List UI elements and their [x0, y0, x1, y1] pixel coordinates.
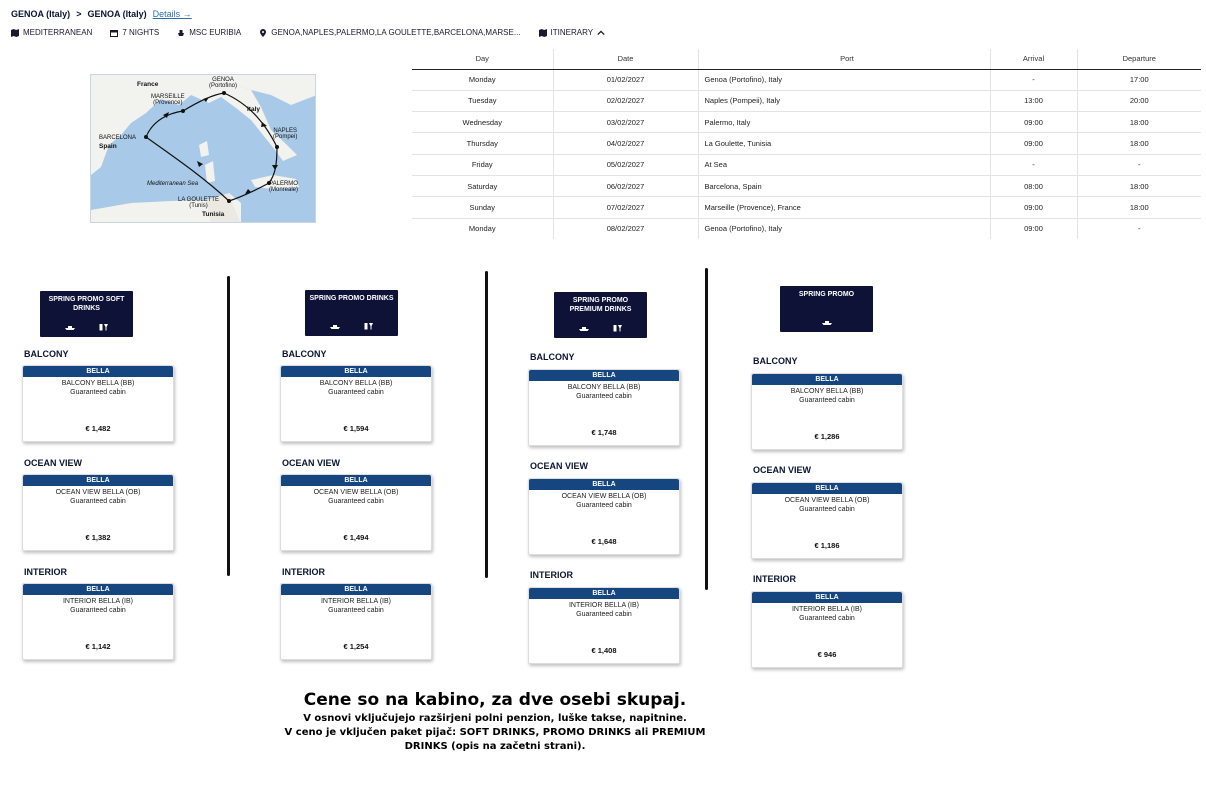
ship-icon	[579, 324, 589, 332]
itinerary-arrival: 13:00	[990, 90, 1077, 111]
itinerary-port: Genoa (Portofino), Italy	[698, 69, 990, 90]
cabin-price: € 1,382	[85, 533, 111, 542]
cabin-guarantee: Guaranteed cabin	[328, 389, 384, 396]
itinerary-day: Tuesday	[412, 90, 553, 111]
nights-meta	[110, 28, 159, 37]
package-icons	[554, 324, 647, 332]
itinerary-row	[412, 133, 1201, 154]
cabin-name: INTERIOR BELLA (IB)	[791, 606, 863, 613]
cabin-card-ocean-view[interactable]	[528, 478, 680, 555]
package-name: SPRING PROMO DRINKS	[309, 295, 394, 302]
itinerary-date: 02/02/2027	[553, 90, 698, 111]
ship-icon	[330, 322, 340, 330]
itinerary-arrival: 09:00	[990, 133, 1077, 154]
itinerary-arrival: 08:00	[990, 175, 1077, 196]
itinerary-row	[412, 154, 1201, 175]
route-header	[11, 9, 192, 19]
itinerary-date: 06/02/2027	[553, 175, 698, 196]
cabin-name: OCEAN VIEW BELLA (OB)	[561, 493, 647, 500]
cabin-experience-label: BELLA	[529, 588, 679, 599]
header-date: Date	[553, 49, 698, 69]
ports-text: GENOA,NAPLES,PALERMO,LA GOULETTE,BARCELONA,MARSE...	[271, 28, 521, 37]
cabin-name: INTERIOR BELLA (IB)	[568, 602, 640, 609]
cabin-price: € 1,186	[814, 541, 840, 550]
map-port-barcelona: BARCELONA	[99, 135, 137, 141]
cabin-guarantee: Guaranteed cabin	[799, 615, 855, 622]
itinerary-arrival: -	[990, 69, 1077, 90]
itinerary-departure: 18:00	[1077, 133, 1201, 154]
ship-text: MSC EURIBIA	[189, 28, 242, 37]
itinerary-header-row	[412, 49, 1201, 69]
cabin-card-interior[interactable]	[22, 583, 174, 660]
itinerary-port: La Goulette, Tunisia	[698, 133, 990, 154]
itinerary-port: Palermo, Italy	[698, 112, 990, 133]
cabin-guarantee: Guaranteed cabin	[70, 389, 126, 396]
cabin-card-ocean-view[interactable]	[22, 474, 174, 551]
region-text: MEDITERRANEAN	[23, 28, 93, 37]
itinerary-map	[90, 74, 316, 223]
price-note-line-3: DRINKS (opis na začetni strani).	[404, 741, 586, 752]
itinerary-day: Wednesday	[412, 112, 553, 133]
package-name: SPRING PROMO	[798, 291, 855, 298]
cabin-guarantee: Guaranteed cabin	[576, 393, 632, 400]
cabin-price: € 1,408	[591, 646, 617, 655]
map-country-tunisia: Tunisia	[202, 211, 225, 218]
package-name: SPRING PROMO SOFT DRINKS	[48, 296, 125, 312]
map-country-spain: Spain	[99, 143, 117, 150]
map-icon	[539, 29, 547, 37]
itinerary-day: Sunday	[412, 197, 553, 218]
cabin-name: BALCONY BELLA (BB)	[61, 380, 135, 387]
itinerary-row	[412, 197, 1201, 218]
itinerary-date: 04/02/2027	[553, 133, 698, 154]
cabin-price: € 1,494	[343, 533, 369, 542]
ship-icon	[822, 318, 832, 326]
cabin-card-balcony[interactable]	[528, 369, 680, 446]
category-title-balcony: BALCONY	[530, 352, 575, 362]
cabin-price: € 946	[817, 650, 837, 659]
header-port: Port	[698, 49, 990, 69]
itinerary-date: 03/02/2027	[553, 112, 698, 133]
map-country-france: France	[137, 81, 159, 88]
itinerary-date: 07/02/2027	[553, 197, 698, 218]
cabin-price: € 1,748	[591, 428, 617, 437]
itinerary-departure: -	[1077, 154, 1201, 175]
itinerary-arrival: -	[990, 154, 1077, 175]
price-note-line-2: V ceno je vključen paket pijač: SOFT DRINKS, PROMO DRINKS ali PREMIUM	[284, 727, 706, 738]
nights-text: 7 NIGHTS	[122, 28, 160, 37]
itinerary-departure: 18:00	[1077, 112, 1201, 133]
column-divider	[485, 271, 488, 578]
category-title-ocean-view: OCEAN VIEW	[753, 465, 812, 475]
ship-icon	[65, 323, 75, 331]
package-icons	[40, 323, 133, 331]
cabin-experience-label: BELLA	[23, 584, 173, 595]
drinks-icon	[613, 324, 623, 332]
category-title-ocean-view: OCEAN VIEW	[282, 458, 341, 468]
cabin-price: € 1,648	[591, 537, 617, 546]
package-icons	[780, 318, 873, 326]
price-note-headline: Cene so na kabino, za dve osebi skupaj.	[303, 690, 687, 710]
itinerary-day: Monday	[412, 218, 553, 239]
ports-meta	[259, 28, 520, 37]
category-title-ocean-view: OCEAN VIEW	[530, 461, 589, 471]
package-badge	[780, 286, 873, 332]
map-port-palermo: PALERMO (Monreale)	[269, 181, 299, 194]
cabin-price: € 1,594	[343, 424, 369, 433]
chevron-up-icon	[597, 29, 605, 37]
category-title-interior: INTERIOR	[24, 567, 68, 577]
cabin-name: BALCONY BELLA (BB)	[790, 388, 864, 395]
category-title-balcony: BALCONY	[24, 349, 69, 359]
cabin-name: OCEAN VIEW BELLA (OB)	[784, 497, 870, 504]
cabin-card-ocean-view[interactable]	[280, 474, 432, 551]
cabin-guarantee: Guaranteed cabin	[799, 506, 855, 513]
cabin-card-balcony[interactable]	[22, 365, 174, 442]
itinerary-arrival: 09:00	[990, 197, 1077, 218]
itinerary-date: 01/02/2027	[553, 69, 698, 90]
cabin-guarantee: Guaranteed cabin	[576, 611, 632, 618]
cabin-price: € 1,482	[85, 424, 111, 433]
itinerary-toggle[interactable]	[539, 28, 606, 37]
itinerary-date: 05/02/2027	[553, 154, 698, 175]
cabin-name: OCEAN VIEW BELLA (OB)	[55, 489, 141, 496]
ship-meta	[177, 28, 241, 37]
cabin-guarantee: Guaranteed cabin	[70, 498, 126, 505]
package-badge	[40, 291, 133, 337]
header-departure: Departure	[1077, 49, 1201, 69]
itinerary-label: ITINERARY	[550, 28, 594, 37]
cabin-experience-label: BELLA	[529, 479, 679, 490]
cabin-card-balcony[interactable]	[751, 373, 903, 450]
cabin-experience-label: BELLA	[752, 483, 902, 494]
ship-icon	[177, 29, 185, 37]
category-title-balcony: BALCONY	[753, 356, 798, 366]
cruise-meta-row	[11, 28, 605, 37]
column-divider	[705, 268, 708, 590]
cabin-experience-label: BELLA	[23, 366, 173, 377]
itinerary-day: Thursday	[412, 133, 553, 154]
package-badge	[305, 290, 398, 336]
itinerary-departure: -	[1077, 218, 1201, 239]
package-name: SPRING PROMO PREMIUM DRINKS	[569, 297, 632, 313]
itinerary-arrival: 09:00	[990, 218, 1077, 239]
itinerary-port: Naples (Pompeii), Italy	[698, 90, 990, 111]
category-title-interior: INTERIOR	[282, 567, 326, 577]
cabin-card-interior[interactable]	[280, 583, 432, 660]
itinerary-port: Genoa (Portofino), Italy	[698, 218, 990, 239]
map-port-naples: NAPLES (Pompei)	[273, 128, 298, 141]
itinerary-departure: 18:00	[1077, 197, 1201, 218]
price-note-line-1: V osnovi vključujejo razširjeni polni penzion, luške takse, napitnine.	[303, 713, 687, 724]
itinerary-row	[412, 112, 1201, 133]
cabin-guarantee: Guaranteed cabin	[576, 502, 632, 509]
cabin-name: BALCONY BELLA (BB)	[319, 380, 393, 387]
header-arrival: Arrival	[990, 49, 1077, 69]
cabin-experience-label: BELLA	[752, 374, 902, 385]
itinerary-row	[412, 69, 1201, 90]
drinks-icon	[99, 323, 109, 331]
itinerary-port: Barcelona, Spain	[698, 175, 990, 196]
cabin-guarantee: Guaranteed cabin	[328, 607, 384, 614]
cabin-guarantee: Guaranteed cabin	[328, 498, 384, 505]
category-title-ocean-view: OCEAN VIEW	[24, 458, 83, 468]
route-origin: GENOA (Italy)	[11, 9, 71, 19]
category-title-interior: INTERIOR	[530, 570, 574, 580]
category-title-interior: INTERIOR	[753, 574, 797, 584]
itinerary-departure: 18:00	[1077, 175, 1201, 196]
package-icons	[305, 322, 398, 330]
cabin-experience-label: BELLA	[281, 475, 431, 486]
drinks-icon	[364, 322, 374, 330]
cabin-price: € 1,254	[343, 642, 369, 651]
itinerary-date: 08/02/2027	[553, 218, 698, 239]
calendar-icon	[110, 29, 118, 37]
cabin-experience-label: BELLA	[281, 584, 431, 595]
itinerary-departure: 20:00	[1077, 90, 1201, 111]
cabin-guarantee: Guaranteed cabin	[70, 607, 126, 614]
cabin-price: € 1,286	[814, 432, 840, 441]
itinerary-table	[412, 49, 1201, 239]
location-pin-icon	[259, 29, 267, 37]
itinerary-day: Saturday	[412, 175, 553, 196]
route-separator: >	[76, 9, 82, 19]
cabin-card-balcony[interactable]	[280, 365, 432, 442]
header-day: Day	[412, 49, 553, 69]
itinerary-day: Friday	[412, 154, 553, 175]
itinerary-departure: 17:00	[1077, 69, 1201, 90]
cabin-name: OCEAN VIEW BELLA (OB)	[313, 489, 399, 496]
cabin-card-ocean-view[interactable]	[751, 482, 903, 559]
cabin-experience-label: BELLA	[23, 475, 173, 486]
price-note	[245, 690, 745, 754]
map-sea-label: Mediterranean Sea	[147, 181, 199, 187]
cabin-name: INTERIOR BELLA (IB)	[320, 598, 392, 605]
itinerary-port: At Sea	[698, 154, 990, 175]
route-destination: GENOA (Italy)	[87, 9, 147, 19]
itinerary-port: Marseille (Provence), France	[698, 197, 990, 218]
map-icon	[11, 29, 19, 37]
map-port-genoa: GENOA (Portofino)	[209, 77, 238, 90]
details-link[interactable]: Details →	[152, 9, 192, 19]
cabin-card-interior[interactable]	[751, 591, 903, 668]
column-divider	[227, 276, 230, 576]
itinerary-day: Monday	[412, 69, 553, 90]
cabin-card-interior[interactable]	[528, 587, 680, 664]
cabin-price: € 1,142	[85, 642, 111, 651]
itinerary-arrival: 09:00	[990, 112, 1077, 133]
cabin-name: BALCONY BELLA (BB)	[567, 384, 641, 391]
cabin-experience-label: BELLA	[529, 370, 679, 381]
itinerary-row	[412, 90, 1201, 111]
cabin-name: INTERIOR BELLA (IB)	[62, 598, 134, 605]
category-title-balcony: BALCONY	[282, 349, 327, 359]
cabin-experience-label: BELLA	[281, 366, 431, 377]
itinerary-row	[412, 218, 1201, 239]
region-meta	[11, 28, 92, 37]
map-country-italy: Italy	[247, 106, 261, 113]
map-port-goulette: LA GOULETTE (Tunis)	[178, 197, 220, 210]
map-port-marseille: MARSEILLE (Provence)	[151, 94, 185, 107]
cabin-guarantee: Guaranteed cabin	[799, 397, 855, 404]
cabin-experience-label: BELLA	[752, 592, 902, 603]
package-badge	[554, 292, 647, 338]
itinerary-row	[412, 175, 1201, 196]
